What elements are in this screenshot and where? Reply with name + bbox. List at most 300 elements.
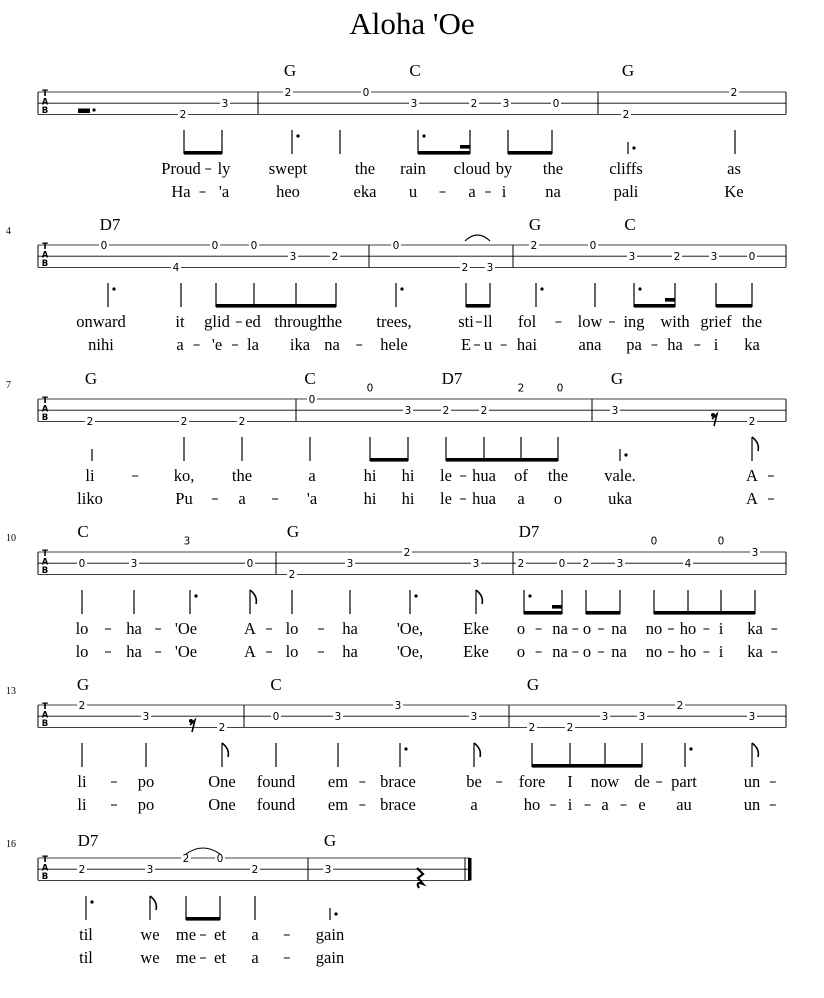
- fret-number: 3: [748, 711, 756, 723]
- fret-number: 2: [470, 98, 478, 110]
- lyric-syllable-verse-1: brace: [380, 772, 416, 791]
- lyric-syllable-verse-2: found: [256, 795, 296, 814]
- fret-number: 3: [638, 711, 646, 723]
- lyric-syllable-verse-2: a: [517, 489, 525, 508]
- chord-symbol: G: [528, 215, 542, 234]
- lyric-syllable-verse-1: part: [671, 772, 697, 791]
- lyric-syllable-verse-2: til: [79, 948, 93, 967]
- fret-number: 2: [442, 405, 450, 417]
- fret-number: 0: [246, 558, 254, 570]
- rhythm-flag: [222, 743, 228, 757]
- lyric-syllable-verse-1: ing: [623, 312, 645, 331]
- fret-number: 2: [461, 262, 469, 275]
- lyric-syllable-verse-2: un: [743, 795, 761, 814]
- fret-number: 3: [146, 864, 154, 876]
- lyric-syllable-verse-1: ha: [342, 619, 358, 638]
- rhythm-dot: [90, 900, 93, 903]
- fret-number: 3: [130, 558, 138, 570]
- fret-number: 2: [622, 109, 630, 122]
- fret-number: 0: [272, 711, 280, 723]
- fret-number: 3: [470, 711, 478, 723]
- lyric-syllable-verse-2: na: [552, 642, 568, 661]
- fret-number: 3: [472, 558, 480, 570]
- tie-arc: [465, 235, 490, 241]
- rhythm-beam: [716, 304, 752, 308]
- lyric-syllable-verse-2: lo: [285, 642, 299, 661]
- lyric-syllable-verse-2: brace: [380, 795, 416, 814]
- rhythm-dot: [528, 594, 531, 597]
- rhythm-flag: [752, 743, 758, 757]
- fret-number: 2: [480, 405, 488, 417]
- fret-number: 3: [221, 98, 229, 110]
- lyric-syllable-verse-2: 'Oe,: [396, 642, 424, 661]
- fret-number: 2: [528, 722, 536, 735]
- chord-symbol: D7: [77, 831, 99, 850]
- lyric-syllable-verse-1: ed: [245, 312, 261, 331]
- fret-number: 3: [601, 711, 609, 723]
- tab-clef-letter: B: [41, 259, 49, 270]
- fret-number: 3: [410, 98, 418, 110]
- lyric-syllable-verse-2: a: [470, 795, 478, 814]
- tab-clef-letter: B: [41, 872, 49, 883]
- fret-number: 2: [251, 864, 259, 876]
- rhythm-flag: [752, 437, 758, 451]
- lyric-syllable-verse-1: po: [137, 772, 155, 791]
- lyric-syllable-verse-2: la: [247, 335, 259, 354]
- lyric-syllable-verse-1: vale.: [604, 466, 636, 485]
- fret-number: 0: [216, 852, 224, 865]
- lyric-syllable-verse-1: na: [611, 619, 627, 638]
- lyric-syllable-verse-2: ha: [126, 642, 142, 661]
- lyric-syllable-verse-2: 'e: [211, 335, 223, 354]
- fret-number: 0: [308, 393, 316, 406]
- tab-system: [6, 215, 786, 354]
- fret-number: 0: [100, 239, 108, 252]
- lyric-syllable-verse-1: the: [741, 312, 763, 331]
- lyric-syllable-verse-2: na: [545, 182, 561, 201]
- rhythm-beam: [370, 458, 408, 462]
- lyric-syllable-verse-2: 'a: [218, 182, 230, 201]
- lyric-syllable-verse-2: o: [553, 489, 563, 508]
- fret-number: 3: [486, 262, 494, 275]
- fret-number: 2: [86, 416, 94, 429]
- lyric-syllable-verse-1: 'Oe: [174, 619, 198, 638]
- fret-number: 2: [182, 852, 190, 865]
- rhythm-beam: [186, 917, 220, 921]
- rhythm-beam: [466, 304, 490, 308]
- measure-number: 10: [6, 533, 16, 544]
- lyric-syllable-verse-1: through: [274, 312, 326, 331]
- lyric-syllable-verse-1: un: [743, 772, 761, 791]
- measure-number: 13: [6, 686, 16, 697]
- tab-clef-letter: T: [42, 702, 48, 712]
- lyric-syllable-verse-2: ha: [667, 335, 683, 354]
- tab-clef-letter: T: [42, 242, 48, 252]
- lyric-syllable-verse-2: hi: [401, 489, 415, 508]
- lyric-syllable-verse-2: lo: [75, 642, 89, 661]
- lyric-syllable-verse-1: the: [231, 466, 253, 485]
- lyric-syllable-verse-1: na: [552, 619, 568, 638]
- fret-number: 3: [394, 699, 402, 712]
- lyric-syllable-verse-1: Proud: [161, 159, 201, 178]
- song-title: Aloha 'Oe: [349, 6, 475, 41]
- fret-number: 4: [172, 262, 180, 275]
- fret-number: 2: [238, 416, 246, 429]
- fret-number: 3: [324, 864, 332, 876]
- lyric-syllable-verse-2: ha: [342, 642, 358, 661]
- rhythm-dot: [422, 134, 425, 137]
- half-rest: [78, 109, 90, 114]
- tab-system: [6, 675, 786, 814]
- fret-number: 3: [404, 405, 412, 417]
- lyric-syllable-verse-1: found: [256, 772, 296, 791]
- tab-clef-letter: A: [41, 557, 49, 568]
- rhythm-beam: [586, 611, 620, 615]
- lyric-syllable-verse-2: le: [440, 489, 452, 508]
- tab-clef-letter: B: [41, 106, 49, 117]
- rest-dot: [92, 108, 95, 111]
- lyric-syllable-verse-1: the: [542, 159, 564, 178]
- lyric-syllable-verse-1: me: [175, 925, 197, 944]
- rhythm-dot: [689, 747, 692, 750]
- fret-number: 0: [366, 382, 374, 395]
- measure-number: 16: [6, 839, 16, 850]
- lyric-syllable-verse-1: fol: [517, 312, 537, 331]
- fret-number: 2: [179, 109, 187, 122]
- tab-clef-letter: A: [41, 863, 49, 874]
- lyric-syllable-verse-2: me: [175, 948, 197, 967]
- quarter-rest: [417, 868, 423, 888]
- rhythm-flag: [476, 590, 482, 604]
- chord-symbol: G: [84, 369, 98, 388]
- lyric-syllable-verse-1: be: [466, 772, 482, 791]
- lyric-syllable-verse-2: 'a: [306, 489, 318, 508]
- rhythm-beam: [532, 764, 642, 768]
- lyric-syllable-verse-1: by: [495, 159, 513, 178]
- measure-number: 4: [6, 226, 11, 237]
- rhythm-beam: [216, 304, 336, 308]
- fret-number: 3: [183, 535, 191, 548]
- lyric-syllable-verse-1: hi: [401, 466, 415, 485]
- fret-number: 3: [751, 546, 759, 559]
- fret-number: 2: [284, 86, 292, 99]
- chord-symbol: G: [283, 61, 297, 80]
- lyric-syllable-verse-2: em: [327, 795, 349, 814]
- fret-number: 0: [589, 239, 597, 252]
- tab-clef-letter: A: [41, 710, 49, 721]
- fret-number: 4: [684, 558, 692, 570]
- lyric-syllable-verse-2: pali: [613, 182, 639, 201]
- lyric-syllable-verse-1: cliffs: [609, 159, 643, 178]
- rhythm-dot: [540, 287, 543, 290]
- lyric-syllable-verse-2: na: [324, 335, 340, 354]
- lyric-syllable-verse-1: lo: [75, 619, 89, 638]
- lyric-syllable-verse-2: au: [676, 795, 692, 814]
- lyric-syllable-verse-1: the: [354, 159, 376, 178]
- rhythm-dot: [404, 747, 407, 750]
- lyric-syllable-verse-2: ho: [523, 795, 541, 814]
- chord-symbol: D7: [99, 215, 121, 234]
- lyric-syllable-verse-1: hi: [363, 466, 377, 485]
- lyric-syllable-verse-1: One: [208, 772, 236, 791]
- lyric-syllable-verse-1: A: [746, 466, 758, 485]
- lyric-syllable-verse-1: o: [582, 619, 592, 638]
- rhythm-beam: [418, 151, 470, 155]
- fret-number: 0: [556, 382, 564, 395]
- rhythm-dot: [112, 287, 115, 290]
- fret-number: 0: [211, 239, 219, 252]
- lyric-syllable-verse-2: ho: [679, 642, 697, 661]
- lyric-syllable-verse-2: et: [214, 948, 226, 967]
- fret-number: 0: [392, 239, 400, 252]
- fret-number: 2: [218, 722, 226, 735]
- lyric-syllable-verse-2: ana: [578, 335, 602, 354]
- chord-symbol: G: [76, 675, 90, 694]
- chord-symbol: C: [304, 369, 316, 388]
- rhythm-dot: [638, 287, 641, 290]
- lyric-syllable-verse-2: nihi: [88, 335, 114, 354]
- lyric-syllable-verse-1: now: [590, 772, 620, 791]
- lyric-syllable-verse-1: the: [547, 466, 569, 485]
- tab-clef-letter: T: [42, 549, 48, 559]
- chord-symbol: G: [621, 61, 635, 80]
- tab-system: [38, 61, 786, 201]
- lyric-syllable-verse-2: i: [567, 795, 573, 814]
- lyric-syllable-verse-1: li: [85, 466, 95, 485]
- rhythm-beam: [654, 611, 755, 615]
- lyric-syllable-verse-2: li: [77, 795, 87, 814]
- rhythm-beam: [446, 458, 558, 462]
- lyric-syllable-verse-2: Ke: [724, 182, 744, 201]
- fret-number: 2: [748, 416, 756, 429]
- lyric-syllable-verse-1: ly: [217, 159, 231, 178]
- lyric-syllable-verse-2: a: [238, 489, 246, 508]
- fret-number: 0: [552, 98, 560, 110]
- rhythm-beam: [634, 304, 675, 308]
- lyric-syllable-verse-2: heo: [276, 182, 300, 201]
- lyric-syllable-verse-1: hua: [472, 466, 496, 485]
- tab-clef-letter: B: [41, 719, 49, 730]
- lyric-syllable-verse-2: po: [137, 795, 155, 814]
- lyric-syllable-verse-1: i: [718, 619, 724, 638]
- tab-clef-letter: A: [41, 404, 49, 415]
- lyric-syllable-verse-2: gain: [315, 948, 345, 967]
- rhythm-dot: [624, 453, 627, 456]
- lyric-syllable-verse-2: a: [601, 795, 609, 814]
- fret-number: 2: [730, 86, 738, 99]
- lyric-syllable-verse-1: Eke: [463, 619, 489, 638]
- lyric-syllable-verse-2: Eke: [463, 642, 489, 661]
- tab-clef-letter: T: [42, 855, 48, 865]
- fret-number: 3: [289, 251, 297, 263]
- lyric-syllable-verse-2: u: [408, 182, 418, 201]
- chord-symbol: G: [526, 675, 540, 694]
- lyric-syllable-verse-2: hele: [380, 335, 408, 354]
- fret-number: 0: [362, 86, 370, 99]
- rhythm-flag: [150, 896, 156, 910]
- lyric-syllable-verse-1: we: [140, 925, 160, 944]
- lyric-syllable-verse-1: as: [727, 159, 741, 178]
- fret-number: 0: [748, 251, 756, 263]
- lyric-syllable-verse-1: 'Oe,: [396, 619, 424, 638]
- lyric-syllable-verse-2: hai: [516, 335, 538, 354]
- chord-symbol: G: [286, 522, 300, 541]
- lyric-syllable-verse-1: sti: [458, 312, 474, 331]
- lyric-syllable-verse-1: the: [321, 312, 343, 331]
- fret-number: 3: [334, 711, 342, 723]
- lyric-syllable-verse-1: til: [79, 925, 93, 944]
- lyric-syllable-verse-2: ka: [747, 642, 763, 661]
- rhythm-beam-16th: [665, 298, 675, 302]
- lyric-syllable-verse-1: of: [514, 466, 528, 485]
- lyric-syllable-verse-1: cloud: [453, 159, 491, 178]
- rhythm-flag: [474, 743, 480, 757]
- lyric-syllable-verse-2: e: [638, 795, 646, 814]
- lyric-syllable-verse-1: a: [251, 925, 259, 944]
- lyric-syllable-verse-1: em: [327, 772, 349, 791]
- lyric-syllable-verse-1: A: [244, 619, 256, 638]
- lyric-syllable-verse-2: a: [251, 948, 259, 967]
- lyric-syllable-verse-1: de: [634, 772, 650, 791]
- lyric-syllable-verse-2: One: [208, 795, 236, 814]
- lyric-syllable-verse-2: 'Oe: [174, 642, 198, 661]
- fret-number: 2: [530, 239, 538, 252]
- fret-number: 2: [676, 699, 684, 712]
- rhythm-dot: [400, 287, 403, 290]
- lyric-syllable-verse-2: hua: [472, 489, 496, 508]
- rhythm-beam: [524, 611, 562, 615]
- lyric-syllable-verse-1: rain: [400, 159, 426, 178]
- chord-symbol: C: [270, 675, 282, 694]
- chord-symbol: C: [77, 522, 89, 541]
- fret-number: 2: [673, 251, 681, 263]
- lyric-syllable-verse-1: grief: [700, 312, 732, 331]
- lyric-syllable-verse-1: ka: [747, 619, 763, 638]
- lyric-syllable-verse-2: liko: [77, 489, 103, 508]
- tab-clef-letter: B: [41, 413, 49, 424]
- fret-number: 2: [566, 722, 574, 735]
- rhythm-dot: [334, 912, 337, 915]
- lyric-syllable-verse-1: it: [175, 312, 185, 331]
- rhythm-beam: [508, 151, 552, 155]
- fret-number: 2: [403, 546, 411, 559]
- lyric-syllable-verse-2: u: [483, 335, 493, 354]
- fret-number: 3: [616, 558, 624, 570]
- lyric-syllable-verse-2: na: [611, 642, 627, 661]
- fret-number: 0: [78, 558, 86, 570]
- lyric-syllable-verse-1: ho: [679, 619, 697, 638]
- lyric-syllable-verse-2: A: [746, 489, 758, 508]
- lyric-syllable-verse-2: E: [460, 335, 472, 354]
- tab-clef-letter: T: [42, 396, 48, 406]
- lyric-syllable-verse-1: ll: [483, 312, 493, 331]
- lyric-syllable-verse-2: uka: [608, 489, 632, 508]
- fret-number: 0: [250, 239, 258, 252]
- fret-number: 3: [628, 251, 636, 263]
- fret-number: 2: [78, 864, 86, 876]
- rhythm-beam-16th: [552, 605, 562, 609]
- rhythm-beam: [184, 151, 222, 155]
- final-barline-thick: [468, 858, 472, 880]
- lyric-syllable-verse-2: o: [582, 642, 592, 661]
- lyric-syllable-verse-1: no: [645, 619, 663, 638]
- lyric-syllable-verse-1: a: [308, 466, 316, 485]
- lyric-syllable-verse-1: with: [660, 312, 690, 331]
- lyric-syllable-verse-2: no: [645, 642, 663, 661]
- fret-number: 0: [558, 558, 566, 570]
- lyric-syllable-verse-1: low: [577, 312, 603, 331]
- tab-system: [6, 831, 472, 967]
- fret-number: 3: [502, 98, 510, 110]
- fret-number: 3: [346, 558, 354, 570]
- lyric-syllable-verse-2: pa: [626, 335, 642, 354]
- lyric-syllable-verse-1: le: [440, 466, 452, 485]
- fret-number: 2: [288, 569, 296, 582]
- lyric-syllable-verse-1: lo: [285, 619, 299, 638]
- tab-clef-letter: T: [42, 89, 48, 99]
- lyric-syllable-verse-2: eka: [353, 182, 377, 201]
- lyric-syllable-verse-1: fore: [518, 772, 546, 791]
- chord-symbol: G: [323, 831, 337, 850]
- rhythm-dot: [296, 134, 299, 137]
- lyric-syllable-verse-2: a: [176, 335, 184, 354]
- fret-number: 0: [717, 535, 725, 548]
- tab-system: [6, 522, 786, 661]
- eighth-rest-head: [189, 719, 193, 723]
- lyric-syllable-verse-2: ika: [289, 335, 311, 354]
- fret-number: 2: [180, 416, 188, 429]
- fret-number: 0: [650, 535, 658, 548]
- rhythm-dot: [414, 594, 417, 597]
- lyric-syllable-verse-1: gain: [315, 925, 345, 944]
- rhythm-beam-16th: [460, 145, 470, 149]
- lyric-syllable-verse-2: ka: [744, 335, 760, 354]
- lyric-syllable-verse-1: o: [516, 619, 526, 638]
- fret-number: 3: [142, 711, 150, 723]
- rhythm-flag: [250, 590, 256, 604]
- tab-clef-letter: B: [41, 566, 49, 577]
- chord-symbol: C: [624, 215, 636, 234]
- lyric-syllable-verse-2: we: [140, 948, 160, 967]
- lyric-syllable-verse-1: ha: [126, 619, 142, 638]
- chord-symbol: C: [409, 61, 421, 80]
- chord-symbol: D7: [518, 522, 540, 541]
- tie-arc: [186, 848, 220, 854]
- tab-clef-letter: A: [41, 250, 49, 261]
- fret-number: 2: [517, 382, 525, 395]
- lyric-syllable-verse-1: li: [77, 772, 87, 791]
- fret-number: 3: [710, 251, 718, 263]
- fret-number: 2: [517, 558, 525, 570]
- lyric-syllable-verse-1: glid: [204, 312, 230, 331]
- lyric-syllable-verse-1: et: [214, 925, 226, 944]
- lyric-syllable-verse-2: Pu: [175, 489, 193, 508]
- lyric-syllable-verse-1: trees,: [376, 312, 412, 331]
- lyric-syllable-verse-2: i: [718, 642, 724, 661]
- rhythm-dot: [194, 594, 197, 597]
- lyric-syllable-verse-2: i: [501, 182, 507, 201]
- rhythm-dot: [632, 146, 635, 149]
- lyric-syllable-verse-2: hi: [363, 489, 377, 508]
- tab-system: [6, 369, 786, 508]
- lyric-syllable-verse-2: i: [713, 335, 719, 354]
- fret-number: 3: [611, 405, 619, 417]
- lyric-syllable-verse-2: o: [516, 642, 526, 661]
- eighth-rest-head: [711, 413, 715, 417]
- chord-symbol: D7: [441, 369, 463, 388]
- lyric-syllable-verse-1: ko,: [173, 466, 195, 485]
- fret-number: 2: [78, 699, 86, 712]
